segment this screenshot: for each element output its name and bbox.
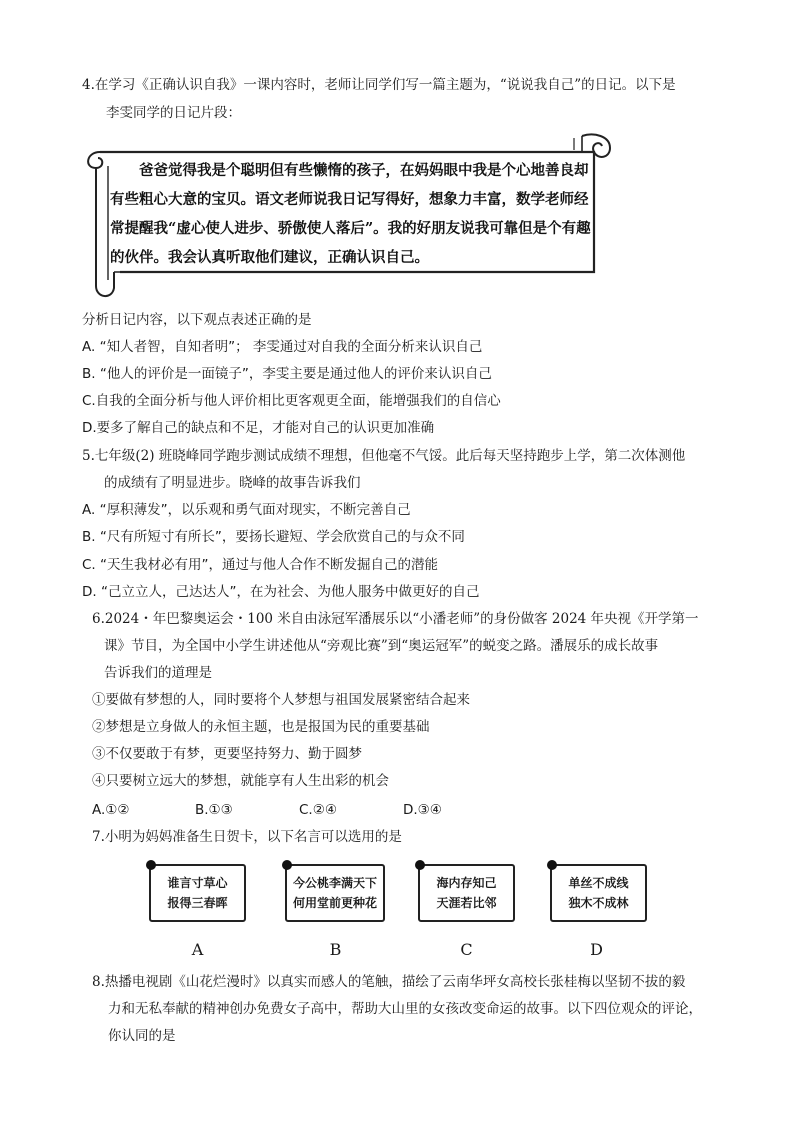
diary-text: 爸爸觉得我是个聪明但有些懒惰的孩子，在妈妈眼中我是个心地善良却有些粗心大意的宝贝。语文老师说我日记写得好，想象力丰富，数学老师经常提醒我“虚心使人进步、骄傲使人落后”。我的好朋友说我可靠但是个有趣的伙伴。我会认真听取他们建议，正确认识自己。	[110, 162, 591, 266]
card-c-line2: 天涯若比邻	[436, 896, 497, 910]
q8-stem-line1: 8.热播电视剧《山花烂漫时》以真实而感人的笔触，描绘了云南华坪女高校长张桂梅以坚韧不拔的毅	[92, 974, 686, 990]
q4-option-a: A. “知人者智，自知者明”； 李雯通过对自我的全面分析来认识自己	[82, 339, 483, 355]
q4-option-b: B. “他人的评价是一面镜子”，李雯主要是通过他人的评价来认识自己	[82, 366, 492, 382]
q6-choice-d: D.③④	[403, 802, 442, 818]
card-d	[550, 864, 647, 922]
card-c-letter: C	[460, 940, 473, 959]
q5-stem-line1: 5.七年级(2) 班晓峰同学跑步测试成绩不理想，但他毫不气馁。此后每天坚持跑步上学，第二次体测他	[82, 448, 686, 464]
q4-option-c: C.自我的全面分析与他人评价相比更客观更全面，能增强我们的自信心	[82, 393, 501, 409]
q6-choice-b: B.①③	[195, 802, 233, 818]
card-b-line2: 何用堂前更种花	[292, 896, 377, 910]
card-b	[285, 864, 385, 922]
q5-option-c: C. “天生我材必有用”，通过与他人合作不断发掘自己的潜能	[82, 557, 438, 573]
q8-stem-line3: 你认同的是	[108, 1028, 176, 1044]
q6-choice-a: A.①②	[92, 802, 130, 818]
q5-option-a: A. “厚积薄发”，以乐观和勇气面对现实，不断完善自己	[82, 502, 411, 518]
q6-item-2: ②梦想是立身做人的永恒主题，也是报国为民的重要基础	[92, 719, 430, 735]
q6-stem-line2: 课》节目，为全国中小学生讲述他从“旁观比赛”到“奥运冠军”的蜕变之路。潘展乐的成长故事	[104, 638, 659, 654]
q5-stem-line2: 的成绩有了明显进步。晓峰的故事告诉我们	[104, 475, 361, 491]
q6-item-4: ④只要树立远大的梦想，就能享有人生出彩的机会	[92, 773, 389, 789]
card-a-letter: A	[191, 940, 204, 959]
q6-item-3: ③不仅要敢于有梦，更要坚持努力、勤于圆梦	[92, 746, 362, 762]
card-d-line2: 独木不成林	[568, 896, 629, 910]
card-a-line1: 谁言寸草心	[167, 876, 228, 890]
q4-stem-line2: 李雯同学的日记片段：	[106, 105, 241, 121]
q6-stem-line3: 告诉我们的道理是	[104, 665, 212, 681]
q6-choice-c: C.②④	[299, 802, 337, 818]
q5-option-b: B. “尺有所短寸有所长”，要扬长避短、学会欣赏自己的与众不同	[82, 529, 465, 545]
q6-item-1: ①要做有梦想的人，同时要将个人梦想与祖国发展紧密结合起来	[92, 692, 470, 708]
card-b-line1: 今公桃李满天下	[292, 876, 377, 890]
q4-stem-line1: 4.在学习《正确认识自我》一课内容时，老师让同学们写一篇主题为，“说说我自己”的日记。以下是	[82, 77, 676, 93]
q8-stem-line2: 力和无私奉献的精神创办免费女子高中，帮助大山里的女孩改变命运的故事。以下四位观众的评论，	[108, 1001, 702, 1017]
card-a	[149, 864, 246, 922]
q7-stem: 7.小明为妈妈准备生日贺卡，以下名言可以选用的是	[92, 829, 402, 845]
q4-option-d: D.要多了解自己的缺点和不足，才能对自己的认识更加准确	[82, 420, 435, 436]
diary-text-block	[110, 156, 600, 272]
card-a-line2: 报得三春晖	[167, 896, 228, 910]
card-d-line1: 单丝不成线	[568, 876, 629, 890]
card-c	[418, 864, 515, 922]
q5-option-d: D. “己立立人，己达达人”，在为社会、为他人服务中做更好的自己	[82, 584, 480, 600]
q6-stem-line1: 6.2024・年巴黎奥运会・100 米自由泳冠军潘展乐以“小潘老师”的身份做客 2024 年央视《开学第一	[92, 611, 699, 627]
card-c-line1: 海内存知己	[436, 876, 497, 890]
q4-question: 分析日记内容，以下观点表述正确的是	[82, 312, 312, 328]
card-b-letter: B	[329, 940, 342, 959]
card-d-letter: D	[590, 940, 603, 959]
